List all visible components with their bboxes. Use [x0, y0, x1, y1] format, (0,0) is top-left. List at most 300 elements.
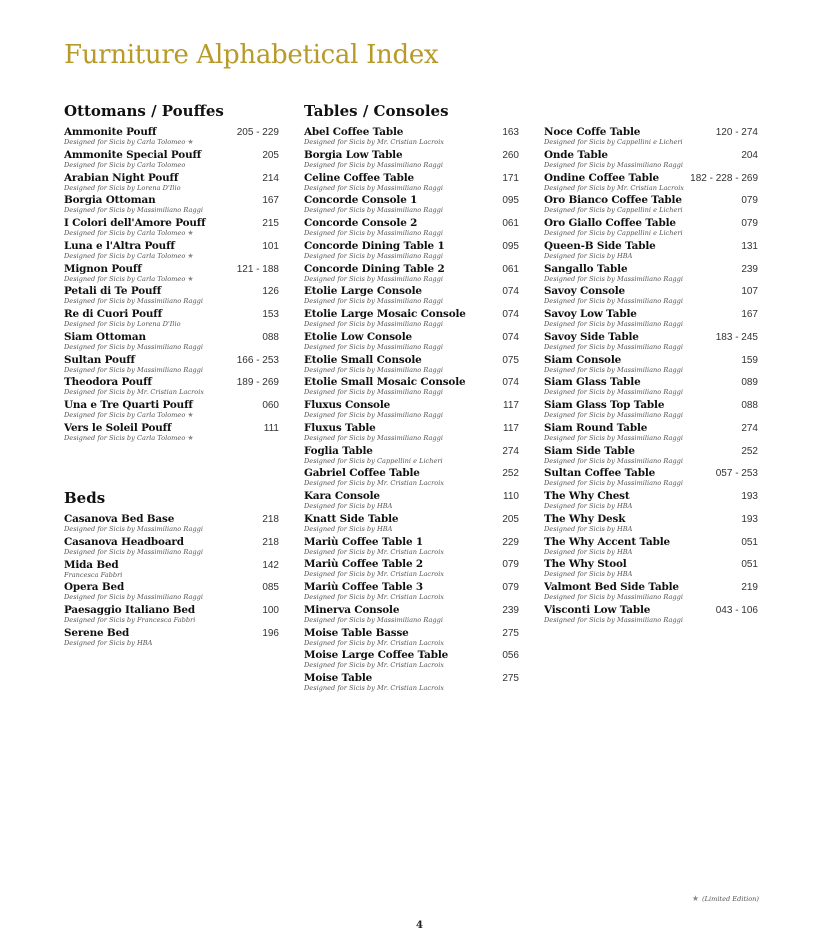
index-entry	[304, 559, 519, 582]
entry-pages: 061	[502, 263, 519, 275]
index-entry	[304, 332, 519, 355]
index-entry	[304, 377, 519, 400]
entry-designer	[304, 434, 519, 442]
index-entry	[304, 582, 519, 605]
designer-text: Designed for Sicis by HBA	[544, 502, 633, 510]
entry-pages: 074	[502, 331, 519, 343]
entry-designer	[64, 411, 279, 419]
index-entry	[64, 400, 279, 423]
entry-pages: 218	[262, 514, 279, 525]
entry-pages: 117	[503, 400, 519, 411]
entry-pages: 126	[262, 286, 279, 298]
designer-text: Designed for Sicis by Massimiliano Raggi	[304, 274, 443, 283]
limited-edition-star-icon: ★	[187, 138, 194, 146]
entry-pages: 051	[741, 559, 758, 571]
entry-pages: 060	[262, 400, 279, 411]
designer-text: Designed for Sicis by Massimiliano Raggi	[64, 547, 203, 556]
entry-pages: 218	[262, 536, 279, 548]
designer-text: Designed for Sicis by Massimiliano Raggi	[304, 160, 443, 169]
index-entry	[544, 332, 758, 355]
entry-name: The Why Chest	[544, 490, 630, 502]
limited-edition-star-icon: ★	[187, 251, 194, 260]
designer-text: Designed for Sicis by Massimiliano Raggi	[304, 183, 443, 192]
index-entry	[64, 218, 279, 241]
entry-pages: 239	[741, 263, 758, 275]
entry-name: Borgia Low Table	[304, 148, 403, 161]
entry-name: Borgia Ottoman	[64, 194, 156, 207]
entry-name: Siam Ottoman	[64, 330, 146, 343]
designer-text: Designed for Sicis by Mr. Cristian Lacroix	[304, 479, 445, 488]
index-entry	[64, 150, 279, 173]
entry-name: Minerva Console	[304, 603, 400, 616]
entry-name: Mida Bed	[64, 558, 119, 571]
page-title: Furniture Alphabetical Index	[64, 40, 439, 70]
entry-pages: 252	[741, 445, 758, 457]
entry-pages: 079	[741, 195, 758, 207]
designer-text: Designed for Sicis by Massimiliano Raggi	[64, 342, 203, 351]
entry-designer	[304, 684, 519, 692]
entry-designer	[64, 343, 279, 351]
entry-name: I Colori dell'Amore Pouff	[64, 217, 206, 229]
entry-pages: 111	[263, 422, 279, 434]
designer-text: Designed for Sicis by Massimiliano Raggi	[304, 320, 443, 328]
limited-edition-star-icon: ★	[187, 229, 194, 237]
index-entry	[64, 355, 279, 378]
designer-text: Designed for Sicis by Carla Tolomeo	[64, 229, 186, 237]
index-entry	[544, 355, 758, 378]
designer-text: Designed for Sicis by Massimiliano Raggi	[304, 411, 443, 419]
entry-name: Casanova Headboard	[64, 535, 184, 548]
entry-name: Onde Table	[544, 148, 608, 161]
designer-text: Francesca Fabbri	[64, 570, 123, 579]
designer-text: Designed for Sicis by Massimiliano Raggi	[544, 365, 683, 374]
designer-text: Designed for Sicis by Mr. Cristian Lacroix	[304, 638, 445, 647]
entry-pages: 205	[502, 513, 519, 525]
designer-text: Designed for Sicis by HBA	[544, 524, 633, 533]
entry-name: Fluxus Console	[304, 399, 391, 411]
designer-text: Designed for Sicis by Cappellini e Licheri	[544, 138, 683, 146]
entry-name: Casanova Bed Base	[64, 513, 175, 525]
entry-pages: 074	[502, 377, 519, 389]
index-entry	[64, 560, 279, 583]
entry-designer	[304, 229, 519, 237]
entry-designer	[304, 639, 519, 647]
entry-designer	[64, 252, 279, 260]
index-entry	[304, 264, 519, 287]
entry-designer	[544, 434, 758, 442]
designer-text: Designed for Sicis by Massimiliano Raggi	[64, 525, 203, 533]
entry-name: Visconti Low Table	[544, 603, 651, 616]
entry-name: Moise Large Coffee Table	[304, 649, 449, 662]
index-entry	[304, 514, 519, 537]
designer-text: Designed for Sicis by HBA	[304, 524, 393, 533]
index-entry	[544, 423, 758, 446]
entry-name: Una e Tre Quarti Pouff	[64, 399, 193, 411]
section-tables	[304, 103, 519, 696]
entry-designer	[544, 457, 758, 465]
entry-pages: 275	[502, 673, 519, 684]
entry-name: Siam Console	[544, 353, 622, 366]
entry-pages: 079	[741, 218, 758, 229]
entry-name: Abel Coffee Table	[304, 126, 404, 138]
entry-name: Etolie Large Console	[304, 285, 422, 298]
entry-name: Moise Table Basse	[304, 626, 409, 639]
index-entry	[544, 491, 758, 514]
index-entry	[64, 514, 279, 537]
entry-designer	[304, 138, 519, 146]
entry-designer	[544, 275, 758, 283]
entry-designer	[304, 479, 519, 487]
entry-name: Re di Cuori Pouff	[64, 308, 162, 320]
entry-designer	[544, 548, 758, 556]
designer-text: Designed for Sicis by Massimiliano Raggi	[544, 615, 683, 624]
entry-designer	[304, 343, 519, 351]
index-entry	[304, 628, 519, 651]
entry-pages: 260	[502, 149, 519, 161]
entry-pages: 167	[741, 309, 758, 320]
entry-designer	[64, 388, 279, 396]
index-entry	[544, 377, 758, 400]
entry-designer	[304, 161, 519, 169]
designer-text: Designed for Sicis by Massimiliano Raggi	[544, 411, 683, 419]
entry-pages: 074	[502, 286, 519, 298]
entry-designer	[544, 320, 758, 328]
index-entry	[304, 537, 519, 560]
entry-designer	[64, 639, 279, 647]
entry-designer	[544, 366, 758, 374]
entry-pages: 095	[502, 240, 519, 252]
entry-pages: 182 - 228 - 269	[690, 172, 758, 184]
entry-designer	[544, 593, 758, 601]
entry-designer	[544, 206, 758, 214]
designer-text: Designed for Sicis by HBA	[544, 251, 633, 260]
entry-pages: 205	[262, 149, 279, 161]
index-entry	[64, 628, 279, 651]
index-entry	[304, 218, 519, 241]
entry-name: Concorde Dining Table 1	[304, 239, 445, 252]
entry-designer	[544, 252, 758, 260]
entry-name: Mariù Coffee Table 1	[304, 535, 423, 548]
entry-name: Foglia Table	[304, 444, 373, 457]
designer-text: Designed for Sicis by Cappellini e Licheri	[304, 456, 443, 465]
entry-name: Savoy Console	[544, 285, 626, 298]
index-entry	[64, 537, 279, 560]
entry-pages: 121 - 188	[236, 263, 279, 275]
entry-name: Noce Coffe Table	[544, 126, 641, 138]
designer-text: Designed for Sicis by Massimiliano Raggi	[544, 433, 683, 442]
designer-text: Designed for Sicis by Cappellini e Licheri	[544, 229, 683, 237]
entry-designer	[304, 457, 519, 465]
limited-edition-legend	[692, 894, 759, 903]
designer-text: Designed for Sicis by Massimiliano Raggi	[304, 297, 443, 306]
entry-pages: 239	[502, 604, 519, 616]
index-entry	[544, 309, 758, 332]
star-icon: ★	[691, 894, 700, 903]
designer-text: Designed for Sicis by Carla Tolomeo	[64, 160, 186, 169]
designer-text: Designed for Sicis by Massimiliano Raggi	[544, 320, 683, 328]
designer-text: Designed for Sicis by Mr. Cristian Lacroix	[304, 570, 445, 579]
index-entry	[64, 173, 279, 196]
index-entry	[304, 173, 519, 196]
entry-name: Etolie Small Mosaic Console	[304, 376, 466, 389]
designer-text: Designed for Sicis by Massimiliano Raggi	[544, 388, 683, 397]
entry-name: The Why Stool	[544, 558, 627, 571]
entry-pages: 274	[502, 445, 519, 457]
index-entry	[304, 286, 519, 309]
entry-pages: 089	[741, 377, 758, 389]
entry-designer	[304, 548, 519, 556]
entry-designer	[64, 229, 279, 237]
entry-pages: 051	[741, 536, 758, 548]
entry-name: Paesaggio Italiano Bed	[64, 604, 195, 616]
entry-pages: 088	[741, 400, 758, 411]
designer-text: Designed for Sicis by Massimiliano Raggi	[64, 297, 203, 306]
entry-name: Mignon Pouff	[64, 262, 142, 275]
entry-pages: 095	[502, 195, 519, 207]
index-entry	[544, 173, 758, 196]
entry-pages: 167	[262, 195, 279, 207]
index-entry	[304, 673, 519, 696]
entry-name: Etolie Small Console	[304, 353, 422, 366]
entry-pages: 163	[502, 127, 519, 138]
entry-pages: 043 - 106	[715, 604, 758, 616]
designer-text: Designed for Sicis by Massimiliano Raggi	[304, 229, 443, 237]
entry-designer	[304, 616, 519, 624]
entry-designer	[304, 184, 519, 192]
index-entry	[64, 582, 279, 605]
entry-name: Serene Bed	[64, 626, 130, 639]
entry-name: Knatt Side Table	[304, 512, 399, 525]
limited-edition-star-icon: ★	[187, 274, 194, 283]
entry-name: Ammonite Special Pouff	[64, 148, 202, 161]
entry-name: Petali di Te Pouff	[64, 285, 162, 298]
entry-pages: 079	[502, 559, 519, 571]
entry-pages: 153	[262, 309, 279, 320]
index-entry	[544, 218, 758, 241]
index-entry	[544, 400, 758, 423]
designer-text: Designed for Sicis by Mr. Cristian Lacroix	[304, 684, 445, 692]
entry-designer	[304, 366, 519, 374]
entry-designer	[304, 502, 519, 510]
index-entry	[544, 264, 758, 287]
entry-pages: 074	[502, 309, 519, 320]
index-entry	[304, 355, 519, 378]
entry-pages: 085	[262, 582, 279, 594]
designer-text: Designed for Sicis by Massimiliano Raggi	[544, 342, 683, 351]
index-entry	[304, 605, 519, 628]
designer-text: Designed for Sicis by Mr. Cristian Lacroix	[64, 388, 205, 397]
designer-text: Designed for Sicis by HBA	[544, 570, 633, 579]
designer-text: Designed for Sicis by Cappellini e Licheri	[544, 206, 683, 215]
entry-designer	[64, 366, 279, 374]
designer-text: Designed for Sicis by Mr. Cristian Lacroix	[304, 661, 445, 670]
entry-designer	[544, 411, 758, 419]
designer-text: Designed for Sicis by Mr. Cristian Lacroix	[544, 183, 685, 192]
entry-name: Queen-B Side Table	[544, 239, 656, 252]
entry-name: Etolie Large Mosaic Console	[304, 308, 466, 320]
section-tables-continued	[544, 127, 758, 628]
entry-name: Opera Bed	[64, 581, 125, 594]
index-entry	[544, 286, 758, 309]
limited-edition-star-icon: ★	[187, 411, 194, 419]
index-entry	[544, 559, 758, 582]
entry-designer	[544, 161, 758, 169]
designer-text: Designed for Sicis by HBA	[304, 502, 393, 510]
entry-name: The Why Accent Table	[544, 535, 670, 548]
entry-name: Ammonite Pouff	[64, 126, 157, 138]
entry-pages: 275	[502, 627, 519, 639]
entry-designer	[64, 548, 279, 556]
entry-pages: 110	[503, 491, 519, 502]
entry-pages: 193	[741, 513, 758, 525]
designer-text: Designed for Sicis by Lorena D'Ilio	[64, 320, 181, 328]
index-entry	[304, 423, 519, 446]
entry-pages: 252	[502, 468, 519, 480]
entry-pages: 189 - 269	[236, 377, 279, 389]
index-entry	[544, 537, 758, 560]
entry-designer	[64, 184, 279, 192]
entry-designer	[544, 229, 758, 237]
entry-name: Valmont Bed Side Table	[544, 581, 679, 593]
entry-pages: 056	[502, 650, 519, 662]
index-entry	[64, 241, 279, 264]
entry-list	[64, 127, 279, 446]
designer-text: Designed for Sicis by Mr. Cristian Lacroix	[304, 547, 445, 556]
designer-text: Designed for Sicis by Massimiliano Raggi	[544, 479, 683, 488]
entry-pages: 274	[741, 422, 758, 434]
designer-text: Designed for Sicis by Massimiliano Raggi	[64, 206, 203, 215]
designer-text: Designed for Sicis by Massimiliano Raggi	[544, 274, 683, 283]
designer-text: Designed for Sicis by Carla Tolomeo	[64, 251, 186, 260]
section-title: Beds	[64, 489, 106, 507]
entry-name: Sangallo Table	[544, 262, 628, 275]
entry-designer	[64, 297, 279, 305]
entry-designer	[304, 570, 519, 578]
entry-designer	[544, 525, 758, 533]
entry-pages: 061	[502, 218, 519, 229]
index-entry	[304, 491, 519, 514]
entry-designer	[544, 479, 758, 487]
entry-pages: 214	[262, 172, 279, 184]
entry-name: Theodora Pouff	[64, 376, 152, 389]
entry-name: Ondine Coffee Table	[544, 171, 660, 184]
entry-designer	[64, 571, 279, 579]
entry-pages: 100	[262, 605, 279, 616]
entry-designer	[304, 411, 519, 419]
entry-designer	[304, 297, 519, 305]
section-title: Tables / Consoles	[304, 102, 449, 120]
entry-pages: 171	[502, 172, 519, 184]
index-entry	[64, 605, 279, 628]
entry-pages: 229	[502, 536, 519, 548]
entry-name: Oro Bianco Coffee Table	[544, 194, 682, 207]
entry-designer	[304, 388, 519, 396]
entry-pages: 057 - 253	[715, 468, 758, 480]
designer-text: Designed for Sicis by Massimiliano Raggi	[304, 251, 443, 260]
entry-name: Arabian Night Pouff	[64, 171, 179, 184]
entry-name: Siam Glass Table	[544, 376, 641, 389]
index-entry	[64, 195, 279, 218]
entry-designer	[304, 525, 519, 533]
entry-pages: 088	[262, 331, 279, 343]
entry-pages: 079	[502, 582, 519, 593]
index-entry	[304, 446, 519, 469]
index-entry	[304, 468, 519, 491]
entry-name: The Why Desk	[544, 512, 626, 525]
entry-name: Mariù Coffee Table 2	[304, 558, 423, 571]
entry-pages: 196	[262, 627, 279, 639]
entry-designer	[544, 138, 758, 146]
entry-name: Etolie Low Console	[304, 330, 412, 343]
section-title: Ottomans / Pouffes	[64, 102, 224, 120]
entry-designer	[304, 275, 519, 283]
index-entry	[304, 309, 519, 332]
designer-text: Designed for Sicis by Lorena D'Ilio	[64, 183, 181, 192]
entry-designer	[304, 320, 519, 328]
index-entry	[544, 150, 758, 173]
entry-designer	[304, 593, 519, 601]
entry-name: Vers le Soleil Pouff	[64, 421, 172, 434]
entry-name: Siam Round Table	[544, 421, 648, 434]
designer-text: Designed for Sicis by Carla Tolomeo	[64, 138, 186, 146]
entry-designer	[544, 343, 758, 351]
designer-text: Designed for Sicis by Mr. Cristian Lacroix	[304, 138, 445, 146]
designer-text: Designed for Sicis by Massimiliano Raggi	[304, 615, 443, 624]
entry-pages: 204	[741, 149, 758, 161]
entry-pages: 107	[741, 286, 758, 298]
designer-text: Designed for Sicis by Massimiliano Raggi	[304, 433, 443, 442]
entry-pages: 117	[503, 422, 519, 434]
entry-pages: 131	[741, 240, 758, 252]
entry-designer	[304, 252, 519, 260]
entry-designer	[544, 570, 758, 578]
entry-designer	[64, 138, 279, 146]
legend-text: (Limited Edition)	[702, 895, 759, 903]
entry-list	[544, 127, 758, 628]
index-entry	[544, 446, 758, 469]
entry-designer	[64, 206, 279, 214]
index-entry	[544, 468, 758, 491]
entry-pages: 159	[741, 354, 758, 366]
entry-designer	[64, 434, 279, 442]
entry-name: Fluxus Table	[304, 421, 376, 434]
entry-name: Moise Table	[304, 672, 373, 684]
entry-designer	[544, 388, 758, 396]
entry-name: Concorde Console 2	[304, 217, 418, 229]
entry-designer	[544, 297, 758, 305]
designer-text: Designed for Sicis by Massimiliano Raggi	[64, 365, 203, 374]
index-entry	[304, 195, 519, 218]
index-entry	[544, 195, 758, 218]
section-ottomans	[64, 103, 279, 446]
limited-edition-star-icon: ★	[187, 433, 194, 442]
entry-designer	[544, 616, 758, 624]
index-entry	[304, 650, 519, 673]
designer-text: Designed for Sicis by Carla Tolomeo	[64, 433, 186, 442]
designer-text: Designed for Sicis by Carla Tolomeo	[64, 411, 186, 419]
entry-pages: 215	[262, 218, 279, 229]
designer-text: Designed for Sicis by Carla Tolomeo	[64, 274, 186, 283]
entry-name: Sultan Pouff	[64, 353, 135, 366]
entry-list	[64, 514, 279, 651]
designer-text: Designed for Sicis by Massimiliano Raggi	[544, 160, 683, 169]
section-beds	[64, 490, 279, 651]
entry-name: Gabriel Coffee Table	[304, 467, 420, 480]
index-entry	[64, 286, 279, 309]
entry-designer	[64, 525, 279, 533]
index-entry	[64, 377, 279, 400]
entry-pages: 120 - 274	[715, 127, 758, 138]
